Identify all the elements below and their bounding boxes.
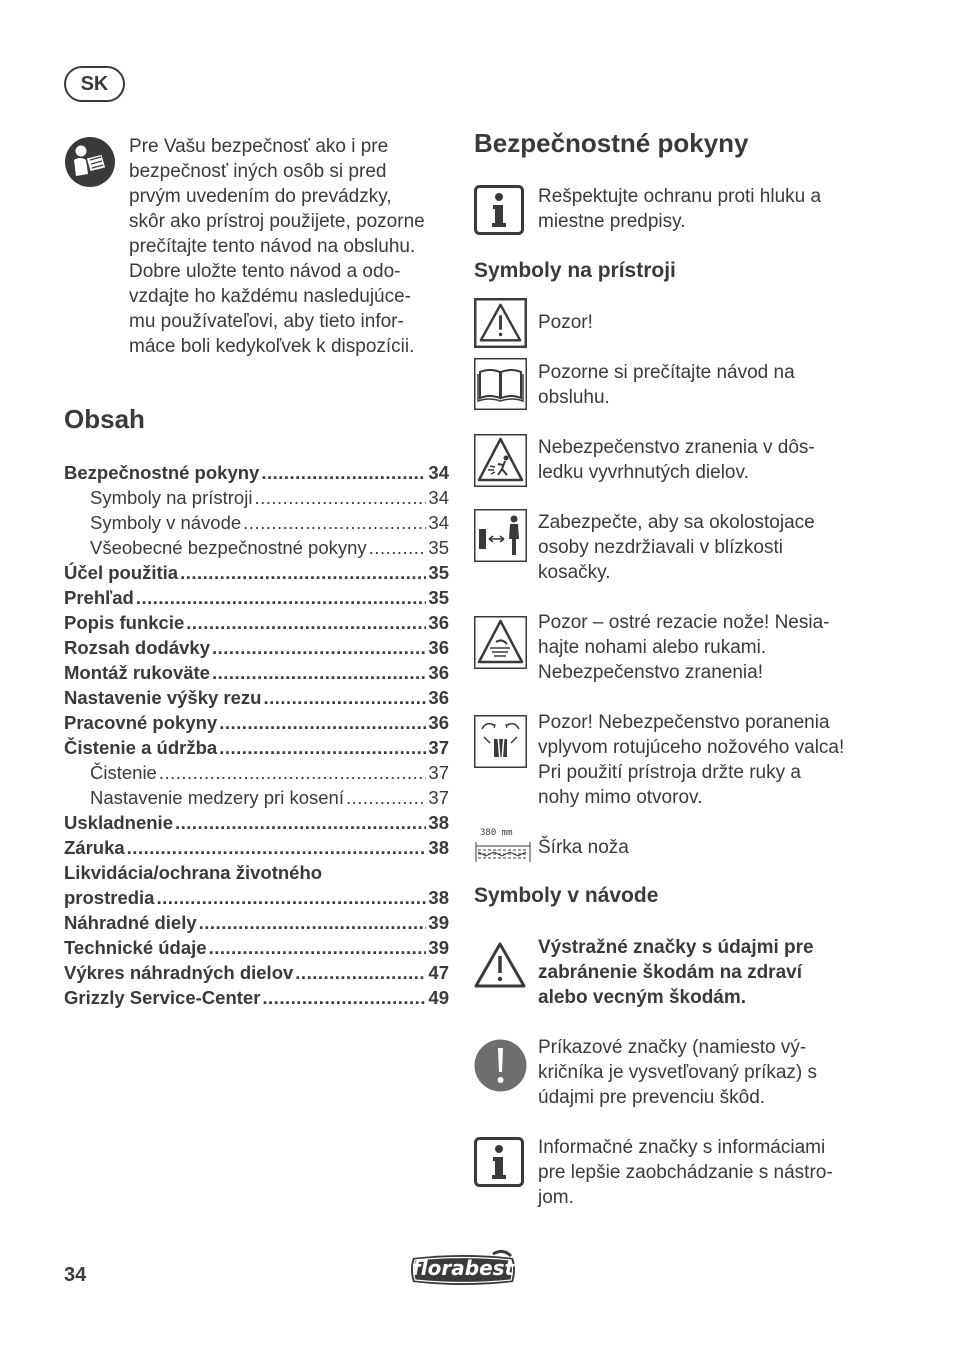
open-book-icon bbox=[474, 358, 527, 410]
toc-entry[interactable] bbox=[64, 485, 449, 510]
toc-leader-dots bbox=[186, 610, 426, 635]
device-symbol-text: Pozor! Nebezpečenstvo poranenia vplyvom rotujúceho nožového valca! Pri použití prístroja držte ruky a nohy mimo otvorov. bbox=[538, 712, 845, 808]
blade-width-graphic bbox=[474, 836, 532, 866]
toc-entry[interactable] bbox=[64, 560, 449, 585]
toc-entry[interactable] bbox=[64, 910, 449, 935]
toc-leader-dots bbox=[209, 935, 427, 960]
toc-entry[interactable] bbox=[64, 585, 449, 610]
toc-entry[interactable] bbox=[64, 710, 449, 735]
toc-leader-dots bbox=[262, 985, 426, 1010]
toc-entry-title: Montáž rukoväte bbox=[64, 662, 210, 683]
toc-entry[interactable] bbox=[64, 785, 449, 810]
keep-distance-icon bbox=[474, 509, 527, 562]
toc-entry-page: 38 bbox=[428, 837, 449, 858]
toc-entry-title: Čistenie bbox=[90, 762, 157, 783]
toc-entry-title: Všeobecné bezpečnostné pokyny bbox=[90, 537, 367, 558]
mandatory-sign-icon bbox=[474, 1039, 527, 1092]
toc-heading: Obsah bbox=[64, 404, 145, 434]
toc-leader-dots bbox=[243, 510, 426, 535]
toc-entry-page: 39 bbox=[428, 937, 449, 958]
toc-entry[interactable] bbox=[64, 610, 449, 635]
info-icon bbox=[474, 185, 524, 235]
toc-entry[interactable] bbox=[64, 760, 449, 785]
toc-entry-title: Likvidácia/ochrana životného bbox=[64, 862, 323, 883]
toc-entry[interactable] bbox=[64, 535, 449, 560]
toc-entry[interactable] bbox=[64, 685, 449, 710]
manual-symbol-text: Informačné značky s informáciami pre lepšie zaobchádzanie s nástro- jom. bbox=[538, 1137, 833, 1208]
toc-entry-title: Uskladnenie bbox=[64, 812, 173, 833]
toc-entry-title: Rozsah dodávky bbox=[64, 637, 210, 658]
device-symbol-text: Pozorne si prečítajte návod na obsluhu. bbox=[538, 362, 795, 408]
toc-entry-title: Nastavenie medzery pri kosení bbox=[90, 787, 344, 808]
toc-entry-page: 34 bbox=[428, 487, 449, 508]
toc-entry[interactable] bbox=[64, 735, 449, 760]
toc-entry-page: 38 bbox=[428, 887, 449, 908]
toc-entry-page: 37 bbox=[428, 787, 449, 808]
toc-entry[interactable] bbox=[64, 985, 449, 1010]
toc-entry[interactable] bbox=[64, 810, 449, 835]
toc-entry-page: 38 bbox=[428, 812, 449, 833]
toc-entry-title: Náhradné diely bbox=[64, 912, 197, 933]
read-manual-icon bbox=[64, 136, 116, 188]
toc-entry[interactable] bbox=[64, 635, 449, 660]
toc-leader-dots bbox=[159, 760, 427, 785]
language-badge: SK bbox=[64, 66, 125, 102]
manual-symbol-text: Výstražné značky s údajmi pre zabránenie škodám na zdraví alebo vecným škodám. bbox=[538, 937, 814, 1008]
toc-leader-dots bbox=[180, 560, 426, 585]
device-symbol-text: Pozor – ostré rezacie nože! Nesia- hajte nohami alebo rukami. Nebezpečenstvo zranenia! bbox=[538, 612, 830, 683]
warning-sign-icon bbox=[474, 941, 526, 989]
toc-entry-title: Nastavenie výšky rezu bbox=[64, 687, 262, 708]
toc-entry-title: Symboly v návode bbox=[90, 512, 242, 533]
toc-entry[interactable] bbox=[64, 860, 449, 885]
toc-entry-page: 37 bbox=[428, 737, 449, 758]
toc-entry-title: Čistenie a údržba bbox=[64, 737, 218, 758]
toc-entry[interactable] bbox=[64, 835, 449, 860]
toc-entry-page: 47 bbox=[428, 962, 449, 983]
toc-entry-title: Popis funkcie bbox=[64, 612, 185, 633]
toc-entry[interactable] bbox=[64, 960, 449, 985]
brand-logo bbox=[407, 1250, 519, 1288]
toc-leader-dots bbox=[175, 810, 426, 835]
toc-leader-dots bbox=[219, 710, 426, 735]
toc-leader-dots bbox=[136, 585, 427, 610]
toc-leader-dots bbox=[346, 785, 426, 810]
brand-name: florabest bbox=[411, 1256, 515, 1280]
toc-entry-page: 35 bbox=[428, 562, 449, 583]
warning-triangle-icon bbox=[474, 298, 527, 348]
toc-entry-page: 34 bbox=[428, 462, 449, 483]
toc-entry-page: 35 bbox=[428, 537, 449, 558]
cutting-width-label: 380 mm bbox=[480, 828, 513, 838]
toc-entry-page: 36 bbox=[428, 637, 449, 658]
toc-entry-page: 36 bbox=[428, 612, 449, 633]
toc-entry[interactable] bbox=[64, 885, 449, 910]
toc-entry-title: Bezpečnostné pokyny bbox=[64, 462, 260, 483]
toc-entry-title: Symboly na prístroji bbox=[90, 487, 253, 508]
table-of-contents bbox=[64, 460, 449, 1010]
toc-entry-title: Technické údaje bbox=[64, 937, 207, 958]
safety-heading: Bezpečnostné pokyny bbox=[474, 128, 749, 158]
toc-leader-dots bbox=[219, 735, 426, 760]
rotating-blade-icon bbox=[474, 715, 527, 768]
toc-entry-page: 34 bbox=[428, 512, 449, 533]
toc-entry-title: Prehľad bbox=[64, 587, 134, 608]
toc-entry[interactable] bbox=[64, 460, 449, 485]
toc-entry-page: 39 bbox=[428, 912, 449, 933]
toc-entry[interactable] bbox=[64, 510, 449, 535]
toc-entry[interactable] bbox=[64, 935, 449, 960]
toc-entry-page: 35 bbox=[428, 587, 449, 608]
manual-symbol-text: Príkazové značky (namiesto vý- kričníka je vysvetľovaný príkaz) s údajmi pre prevenciu škôd. bbox=[538, 1037, 818, 1108]
device-symbol-text: Zabezpečte, aby sa okolostojace osoby nezdržiavali v blízkosti kosačky. bbox=[538, 512, 815, 583]
device-symbol-text: Šírka noža bbox=[538, 837, 629, 858]
toc-entry-title: Účel použitia bbox=[64, 562, 179, 583]
device-symbol-text: Nebezpečenstvo zranenia v dôs- ledku vyvrhnutých dielov. bbox=[538, 437, 815, 483]
toc-entry-page: 36 bbox=[428, 662, 449, 683]
toc-entry-title: Grizzly Service-Center bbox=[64, 987, 261, 1008]
info-sign-icon bbox=[474, 1137, 524, 1187]
toc-entry-title: Výkres náhradných dielov bbox=[64, 962, 294, 983]
toc-entry-title: Záruka bbox=[64, 837, 125, 858]
device-symbols-heading: Symboly na prístroji bbox=[474, 259, 676, 282]
toc-leader-dots bbox=[295, 960, 426, 985]
sharp-blades-icon bbox=[474, 616, 527, 669]
toc-leader-dots bbox=[199, 910, 427, 935]
thrown-objects-icon bbox=[474, 434, 527, 487]
device-symbol-text: Pozor! bbox=[538, 312, 593, 333]
toc-leader-dots bbox=[212, 635, 426, 660]
intro-text: Pre Vašu bezpečnosť ako i pre bezpečnosť iných osôb si pred prvým uvedením do prevádzky, skôr ako prístroj použijete, pozorne prečítajte tento návod na obsluhu. Dobre uložte tento návod a odo- vzdajte ho každému nasledujúce- mu používateľovi, aby tieto infor- máce boli kedykoľvek k dispozícii. bbox=[129, 136, 425, 357]
toc-leader-dots bbox=[156, 885, 426, 910]
toc-entry[interactable] bbox=[64, 660, 449, 685]
toc-leader-dots bbox=[263, 685, 426, 710]
toc-leader-dots bbox=[369, 535, 427, 560]
page-number: 34 bbox=[64, 1264, 87, 1286]
toc-entry-title: prostredia bbox=[64, 887, 155, 908]
toc-entry-title: Pracovné pokyny bbox=[64, 712, 218, 733]
toc-entry-page: 36 bbox=[428, 712, 449, 733]
cutting-width-icon bbox=[474, 826, 532, 866]
toc-entry-page: 49 bbox=[428, 987, 449, 1008]
toc-leader-dots bbox=[127, 835, 427, 860]
noise-note: Rešpektujte ochranu proti hluku a miestne predpisy. bbox=[538, 186, 822, 232]
toc-leader-dots bbox=[212, 660, 426, 685]
toc-entry-page: 36 bbox=[428, 687, 449, 708]
toc-leader-dots bbox=[261, 460, 426, 485]
manual-symbols-heading: Symboly v návode bbox=[474, 884, 659, 907]
toc-leader-dots bbox=[254, 485, 426, 510]
toc-entry-page: 37 bbox=[428, 762, 449, 783]
